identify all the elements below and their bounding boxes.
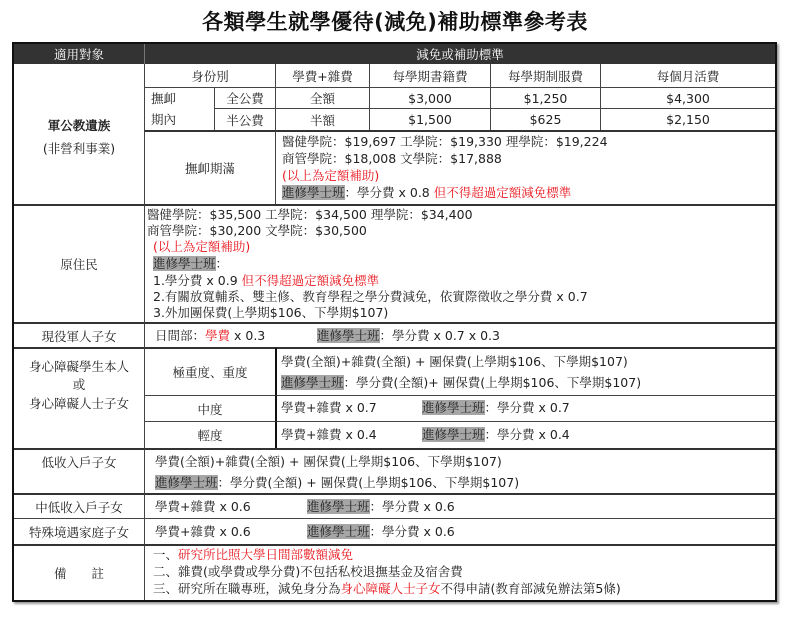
low-income-content [144,448,775,493]
evening-class-text: ：學分費 x 0.6 [369,524,455,539]
item-1-text: 1.學分費 x 0.9 [153,273,242,288]
evening-class-tag: 進修學士班 [422,400,485,415]
disability-mild-content [275,421,775,448]
evening-class-text: ：學分費(全額) + 團保費(上學期$106、下學期$107) [217,475,520,490]
severe-evening-line [281,375,641,392]
active-military-label: 現役軍人子女 [14,322,144,347]
header-target-column: 適用對象 [14,44,144,64]
type-half: 半公費 [214,108,275,130]
remark-3-prefix: 三、研究所在職專班，減免身分為 [153,581,341,596]
active-military-day [155,328,265,345]
expired-note: (以上為定額補助) [282,168,380,183]
remark-2: 二、雜費(或學費或學分費)不包括私校退撫基金及宿舍費 [153,564,463,579]
mild-day: 學費+雜費 x 0.4 [281,427,377,442]
military-survivors-sublabel: (非營利事業) [42,141,116,156]
disability-level-severe: 極重度、重度 [144,347,275,395]
active-military-content [144,322,775,347]
special-family-evening [307,524,455,541]
low-income-line-1: 學費(全額)+雜費(全額) + 團保費(上學期$106、下學期$107) [155,454,502,469]
col-uniform: 每學期制服費 [490,64,600,87]
col-books: 每學期書籍費 [369,64,490,87]
indigenous-item-3: 3.外加團保費(上學期$106、下學期$107) [153,305,389,320]
active-military-evening [317,328,500,345]
special-family-label: 特殊境遇家庭子女 [14,518,144,544]
remark-1-prefix: 一、 [153,547,179,562]
day-red: 學費 [205,328,231,343]
expired-content [275,130,775,204]
col-tuition: 學費+雜費 [275,64,369,87]
type-full: 全公費 [214,87,275,108]
col-living: 每個月活費 [600,64,775,87]
remark-1 [153,547,353,564]
remark-3-red: 身心障礙人士子女 [340,581,441,596]
header-standard-column: 減免或補助標準 [144,44,775,64]
special-family-day: 學費+雜費 x 0.6 [155,524,251,539]
living-full: $4,300 [600,87,775,108]
living-half: $2,150 [600,108,775,130]
remark-3-suffix: 不得申請(教育部減免辦法第5條) [440,581,621,596]
disability-label-2: 或 [72,377,86,392]
mid-low-income-content [144,493,775,518]
low-income-label: 低收入戶子女 [41,455,117,470]
low-income-label-cell [14,448,144,493]
indigenous-evening-header [153,256,228,273]
indigenous-line-2: 商管學院：$30,200 文學院：$30,500 [147,223,367,238]
special-family-content [144,518,775,544]
mid-low-income-label: 中低收入戶子女 [14,493,144,518]
disability-severe-content [275,347,775,395]
severe-line-1: 學費(全額)+雜費(全額) + 團保費(上學期$106、下學期$107) [281,354,628,369]
disability-level-moderate: 中度 [144,395,275,421]
evening-class-tag: 進修學士班 [281,375,344,390]
period-label-2: 期內 [151,112,177,127]
indigenous-content [144,204,775,322]
evening-class-tag: 進修學士班 [307,524,370,539]
books-full: $3,000 [369,87,490,108]
indigenous-item-2: 2.有關放寬輔系、雙主修、教育學程之學分費減免，依實際徵收之學分費 x 0.7 [153,289,588,304]
page-title: 各類學生就學優待(減免)補助標準參考表 [202,10,588,34]
remarks-content [144,544,775,600]
day-prefix: 日間部： [155,328,206,343]
disability-level-mild: 輕度 [144,421,275,448]
books-half: $1,500 [369,108,490,130]
low-income-evening [155,475,519,492]
disability-label-3: 身心障礙人士子女 [28,396,129,411]
uniform-half: $625 [490,108,600,130]
mild-evening [422,427,570,444]
evening-class-tag: 進修學士班 [282,185,345,200]
expired-line-2: 商管學院：$18,008 文學院：$17,888 [282,151,502,166]
indigenous-label: 原住民 [14,204,144,322]
col-identity: 身份別 [144,64,275,87]
evening-class-text: ：學分費 x 0.6 [369,499,455,514]
evening-class-tag: 進修學士班 [307,499,370,514]
moderate-day: 學費+雜費 x 0.7 [281,400,377,415]
mid-low-income-evening [307,499,455,516]
evening-class-tag: 進修學士班 [153,256,216,271]
evening-class-text: ：學分費(全額)+ 團保費(上學期$106、下學期$107) [343,375,642,390]
remark-3 [153,581,621,598]
expired-evening-line [282,185,571,202]
colon: ： [215,256,229,271]
evening-class-text: ：學分費 x 0.7 [484,400,570,415]
period-label-1: 撫卹 [151,91,177,106]
moderate-evening [422,400,570,417]
military-survivors-label: 軍公教遺族 [47,118,111,133]
evening-class-text: ：學分費 x 0.4 [484,427,570,442]
expired-line-1: 醫健學院：$19,697 工學院：$19,330 理學院：$19,224 [282,134,608,149]
military-survivors-label-cell [14,64,144,204]
evening-class-text: ：學分費 x 0.8 [344,185,434,200]
item-1-warning: 但不得超過定額減免標準 [241,273,380,288]
evening-class-tag: 進修學士班 [317,328,380,343]
period-label-cell [144,87,214,130]
remarks-label: 備 註 [14,544,144,600]
uniform-full: $1,250 [490,87,600,108]
tuition-half: 半額 [275,108,369,130]
disability-label-cell [14,347,144,448]
evening-class-tag: 進修學士班 [422,427,485,442]
remark-1-red: 研究所比照大學日間部數額減免 [178,547,354,562]
disability-moderate-content [275,395,775,421]
day-suffix: x 0.3 [230,328,266,343]
tuition-full: 全額 [275,87,369,108]
evening-class-tag: 進修學士班 [155,475,218,490]
evening-class-text: ：學分費 x 0.7 x 0.3 [379,328,500,343]
indigenous-line-1: 醫健學院：$35,500 工學院：$34,500 理學院：$34,400 [147,207,473,222]
indigenous-item-1 [153,273,379,290]
evening-warning: 但不得超過定額減免標準 [433,185,572,200]
expired-label: 撫卹期滿 [144,130,275,204]
mid-low-income-day: 學費+雜費 x 0.6 [155,499,251,514]
indigenous-note: (以上為定額補助) [153,239,251,254]
disability-label-1: 身心障礙學生本人 [28,359,129,374]
